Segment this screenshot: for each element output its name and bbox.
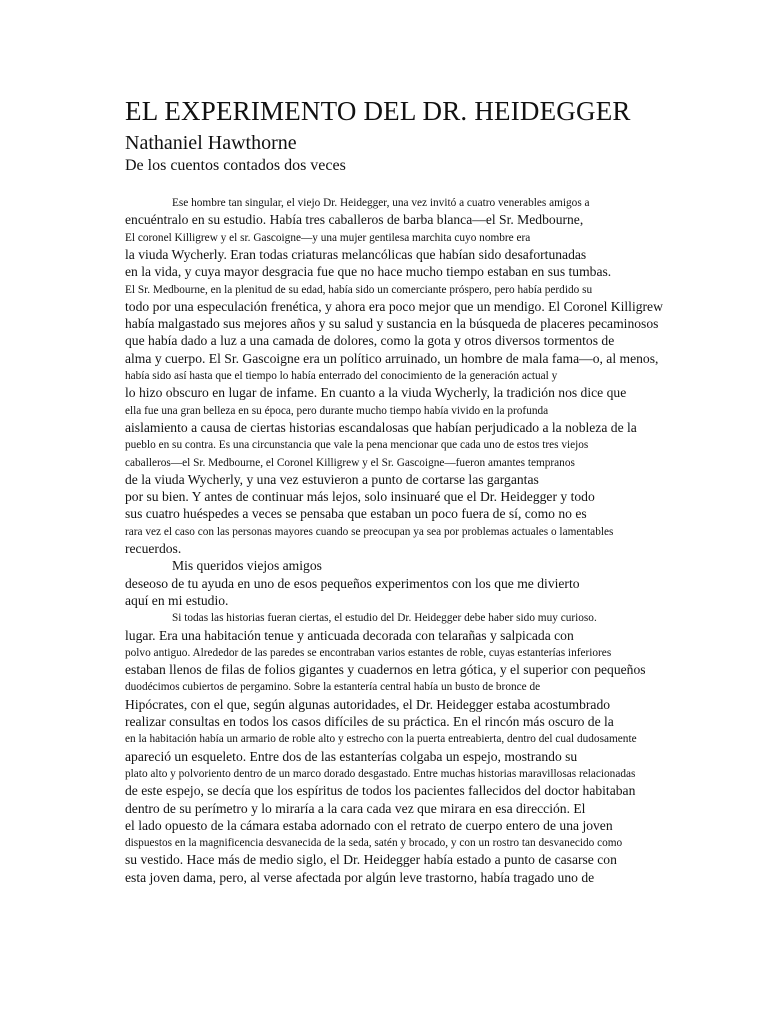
body-line: el lado opuesto de la cámara estaba adornado con el retrato de cuerpo entero de una joven: [125, 817, 613, 833]
body-line: en la vida, y cuya mayor desgracia fue que no hace mucho tiempo estaban en sus tumbas.: [125, 264, 612, 280]
body-line: en la habitación había un armario de roble alto y estrecho con la puerta entreabierta, dentro del cual dudosamente: [125, 733, 637, 746]
body-line: ella fue una gran belleza en su época, pero durante mucho tiempo había vivido en la profunda: [125, 404, 549, 417]
body-line: por su bien. Y antes de continuar más lejos, solo insinuaré que el Dr. Heidegger y todo: [125, 489, 595, 505]
document-author: Nathaniel Hawthorne: [125, 132, 297, 154]
body-line: había sido así hasta que el tiempo lo había enterrado del conocimiento de la generación actual y: [125, 370, 558, 382]
document-title: EL EXPERIMENTO DEL DR. HEIDEGGER: [125, 96, 631, 126]
body-line: aquí en mi estudio.: [125, 592, 229, 608]
body-line: pueblo en su contra. Es una circunstancia que vale la pena mencionar que cada uno de estos tres viejos: [125, 439, 589, 452]
body-line: Ese hombre tan singular, el viejo Dr. Heidegger, una vez invitó a cuatro venerables amigos a: [172, 197, 590, 209]
document-subtitle: De los cuentos contados dos veces: [125, 157, 346, 174]
body-line: Hipócrates, con el que, según algunas autoridades, el Dr. Heidegger estaba acostumbrado: [125, 696, 611, 712]
body-line: había malgastado sus mejores años y su salud y sustancia en la búsqueda de placeres pecaminosos: [125, 316, 659, 332]
body-line: duodécimos cubiertos de pergamino. Sobre la estantería central había un busto de bronce de: [125, 681, 541, 694]
body-line: El coronel Killigrew y el sr. Gascoigne—y una mujer gentilesa marchita cuyo nombre era: [125, 231, 531, 244]
body-line: estaban llenos de filas de folios gigantes y cuadernos en letra gótica, y el superior con pequeños: [125, 662, 646, 678]
body-line: caballeros—el Sr. Medbourne, el Coronel Killigrew y el Sr. Gascoigne—fueron amantes tempranos: [125, 456, 575, 469]
body-line: aislamiento a causa de ciertas historias escandalosas que habían perjudicado a la nobleza de la: [125, 419, 637, 435]
body-line: rara vez el caso con las personas mayores cuando se preocupan ya sea por problemas actuales o lamentables: [125, 525, 614, 538]
body-line: El Sr. Medbourne, en la plenitud de su edad, había sido un comerciante próspero, pero había perdido su: [125, 283, 593, 296]
body-line: apareció un esqueleto. Entre dos de las estanterías colgaba un espejo, mostrando su: [125, 748, 578, 764]
body-line: que había dado a luz a una camada de dolores, como la gota y otros diversos tormentos de: [125, 333, 615, 349]
body-line: alma y cuerpo. El Sr. Gascoigne era un político arruinado, un hombre de mala fama—o, al menos,: [125, 350, 659, 366]
body-line: polvo antiguo. Alrededor de las paredes se encontraban varios estantes de roble, cuyas estanterías inferiores: [125, 646, 612, 659]
body-line: lo hizo obscuro en lugar de infame. En cuanto a la viuda Wycherly, la tradición nos dice que: [125, 385, 627, 401]
body-line: lugar. Era una habitación tenue y anticuada decorada con telarañas y salpicada con: [125, 627, 574, 643]
body-line: recuerdos.: [125, 541, 182, 556]
body-line: dentro de su perímetro y lo miraría a la cara cada vez que mirara en esa dirección. El: [125, 800, 586, 816]
body-line: su vestido. Hace más de medio siglo, el Dr. Heidegger había estado a punto de casarse con: [125, 852, 617, 868]
body-line: de este espejo, se decía que los espíritus de todos los pacientes fallecidos del doctor habitaban: [125, 783, 636, 799]
body-line: dispuestos en la magnificencia desvanecida de la seda, satén y brocado, y con un rostro tan desvanecido como: [125, 837, 623, 850]
body-line: todo por una especulación frenética, y ahora era poco mejor que un mendigo. El Coronel Killigrew: [125, 298, 663, 314]
body-line: de la viuda Wycherly, y una vez estuvieron a punto de cortarse las gargantas: [125, 471, 539, 487]
body-line: Si todas las historias fueran ciertas, el estudio del Dr. Heidegger debe haber sido muy curioso.: [172, 612, 597, 625]
body-line: encuéntralo en su estudio. Había tres caballeros de barba blanca—el Sr. Medbourne,: [125, 212, 584, 228]
body-line: Mis queridos viejos amigos: [172, 558, 322, 574]
body-line: plato alto y polvoriento dentro de un marco dorado desgastado. Entre muchas historias maravillosas relacionadas: [125, 767, 636, 780]
body-line: sus cuatro huéspedes a veces se pensaba que estaban un poco fuera de sí, como no es: [125, 506, 587, 522]
body-line: deseoso de tu ayuda en uno de esos pequeños experimentos con los que me divierto: [125, 575, 580, 591]
body-line: realizar consultas en todos los casos difíciles de su práctica. En el rincón más oscuro de la: [125, 714, 614, 729]
body-line: la viuda Wycherly. Eran todas criaturas melancólicas que habían sido desafortunadas: [125, 246, 587, 262]
body-line: esta joven dama, pero, al verse afectada por algún leve trastorno, había tragado uno de: [125, 869, 595, 885]
